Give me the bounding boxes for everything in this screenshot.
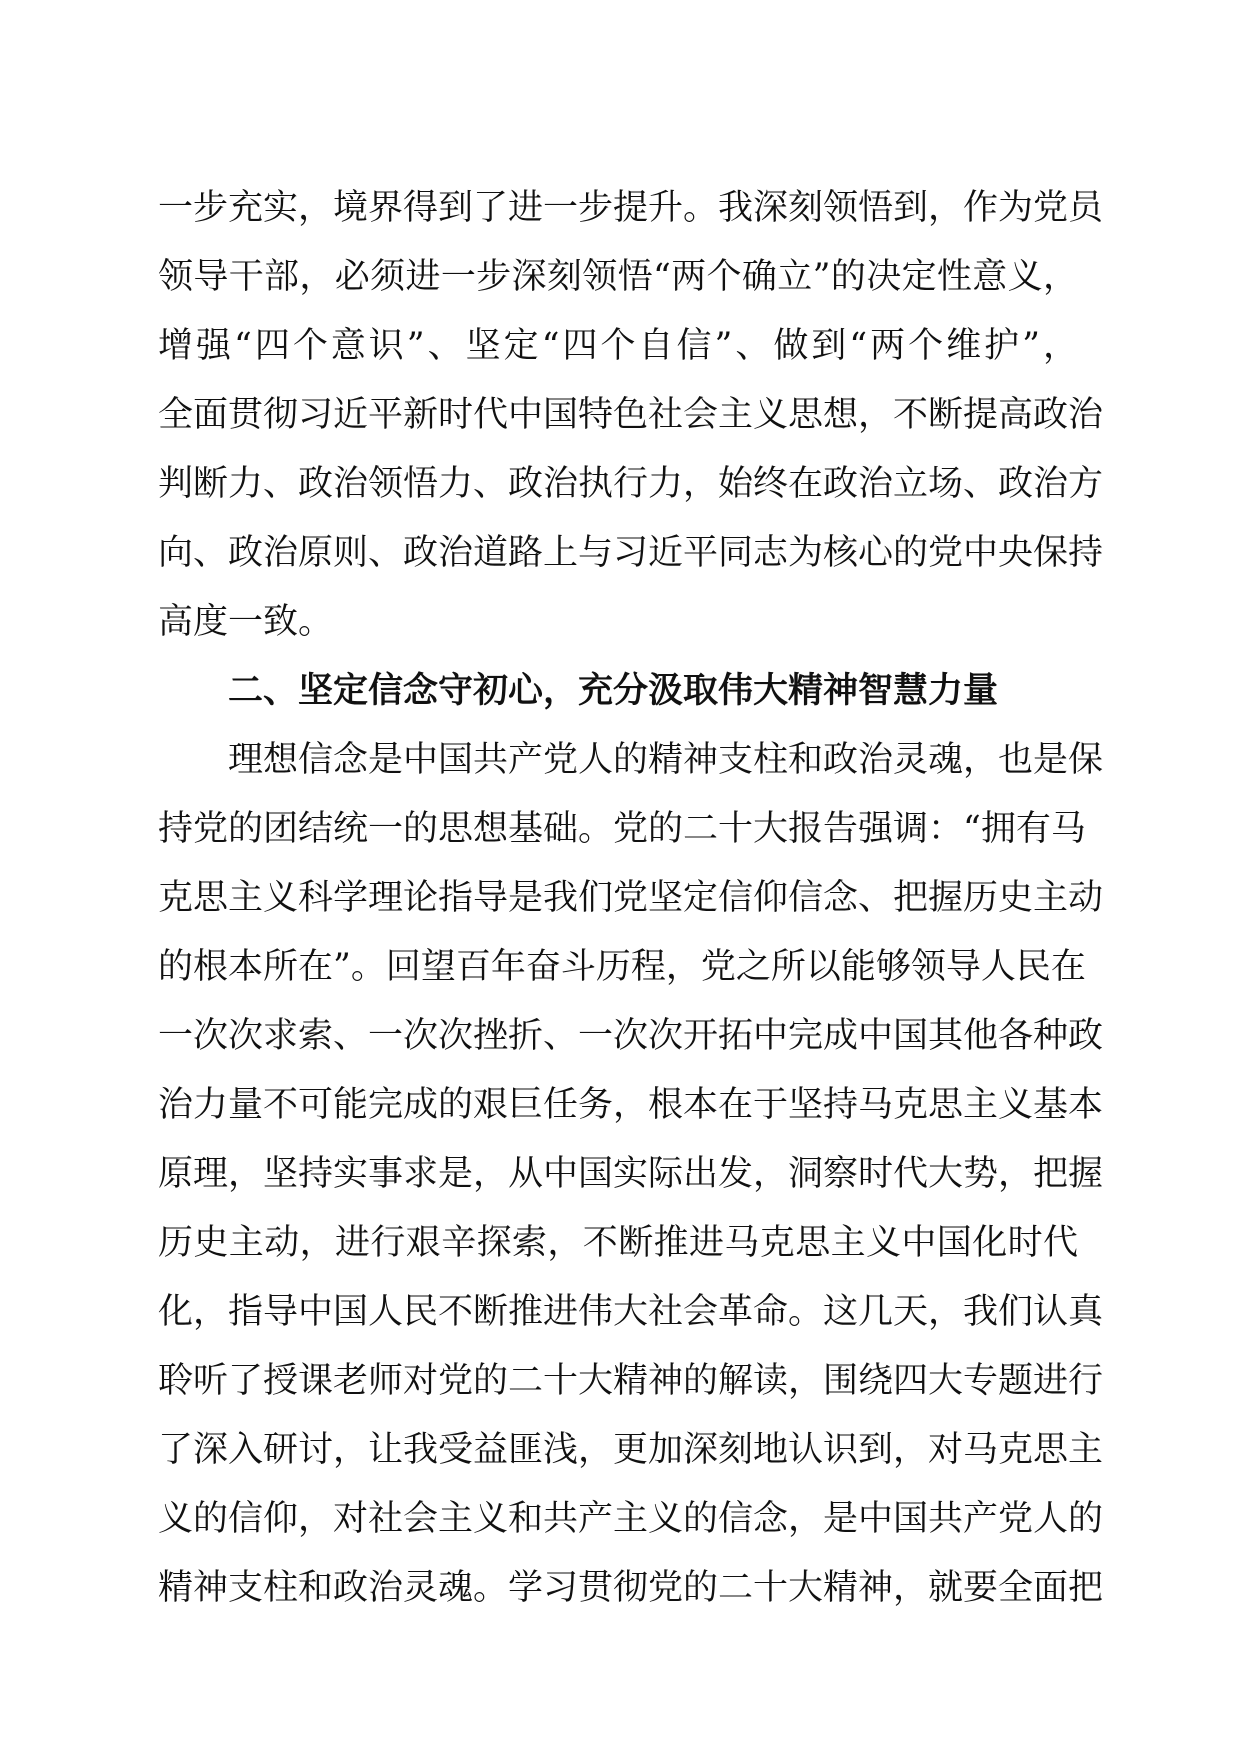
paragraph-line: 一步充实，境界得到了进一步提升。我深刻领悟到，作为党员: [158, 188, 1104, 228]
paragraph-line: 的根本所在”。回望百年奋斗历程，党之所以能够领导人民在: [158, 947, 1086, 987]
paragraph-line: 全面贯彻习近平新时代中国特色社会主义思想，不断提高政治: [158, 395, 1104, 435]
paragraph-line: 义的信仰，对社会主义和共产主义的信念，是中国共产党人的: [158, 1499, 1104, 1539]
paragraph-line: 了深入研讨，让我受益匪浅，更加深刻地认识到，对马克思主: [158, 1430, 1104, 1470]
paragraph-line: 理想信念是中国共产党人的精神支柱和政治灵魂，也是保: [228, 740, 1104, 780]
paragraph-line: 领导干部，必须进一步深刻领悟“两个确立”的决定性意义，: [158, 257, 1078, 297]
paragraph-line: 判断力、政治领悟力、政治执行力，始终在政治立场、政治方: [158, 464, 1104, 504]
paragraph-line: 聆听了授课老师对党的二十大精神的解读，围绕四大专题进行: [158, 1361, 1104, 1401]
paragraph-line: 治力量不可能完成的艰巨任务，根本在于坚持马克思主义基本: [158, 1085, 1104, 1125]
paragraph-line: 增强“四个意识”、坚定“四个自信”、做到“两个维护”，: [158, 326, 1078, 366]
paragraph-line: 克思主义科学理论指导是我们党坚定信仰信念、把握历史主动: [158, 878, 1104, 918]
paragraph-line: 一次次求索、一次次挫折、一次次开拓中完成中国其他各种政: [158, 1016, 1104, 1056]
paragraph-line: 持党的团结统一的思想基础。党的二十大报告强调：“拥有马: [158, 809, 1086, 849]
document-body: [158, 188, 1104, 1637]
paragraph-line: 化，指导中国人民不断推进伟大社会革命。这几天，我们认真: [158, 1292, 1104, 1332]
paragraph-line: 精神支柱和政治灵魂。学习贯彻党的二十大精神，就要全面把: [158, 1568, 1104, 1608]
paragraph-line: 向、政治原则、政治道路上与习近平同志为核心的党中央保持: [158, 533, 1104, 573]
section-heading: 二、坚定信念守初心，充分汲取伟大精神智慧力量: [228, 671, 999, 711]
paragraph-line: 高度一致。: [158, 602, 334, 642]
paragraph-line: 原理，坚持实事求是，从中国实际出发，洞察时代大势，把握: [158, 1154, 1104, 1194]
paragraph-line: 历史主动，进行艰辛探索，不断推进马克思主义中国化时代: [158, 1223, 1078, 1263]
